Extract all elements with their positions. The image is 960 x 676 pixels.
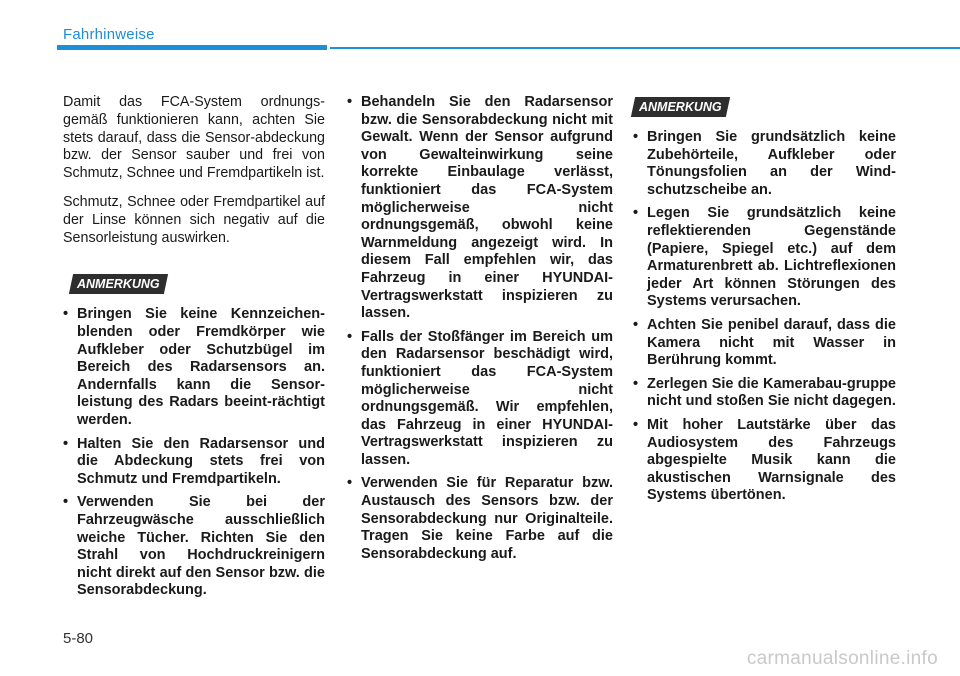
note-badge: ANMERKUNG [69,274,168,294]
list-item: • Mit hoher Lautstärke über das Audiosystem des Fahrzeugs abgespielte Musik kann die akustischen Warnsignale des Systems übertönen. [633,417,896,505]
list-item: • Zerlegen Sie die Kamerabau-gruppe nicht und stoßen Sie nicht dagegen. [633,376,896,411]
watermark: carmanualsonline.info [746,648,938,669]
header-rule-thick [57,45,327,50]
list-item: • Verwenden Sie bei der Fahrzeugwäsche ausschließlich weiche Tücher. Richten Sie den Strahl von Hochdruckreinigern nicht direkt auf den Sensor bzw. die Sensorabdeckung. [63,494,325,600]
list-item: • Falls der Stoßfänger im Bereich um den Radarsensor beschädigt wird, funktioniert das FCA-System möglicherweise nicht ordnungsgemäß. Wir empfehlen, das Fahrzeug in einer HYUNDAI-Vertragswerkstatt inspizieren zu lassen. [347,329,613,470]
list-item: • Halten Sie den Radarsensor und die Abdeckung stets frei von Schmutz und Fremdpartikeln. [63,436,325,489]
list-item: • Achten Sie penibel darauf, dass die Kamera nicht mit Wasser in Berührung kommt. [633,317,896,370]
list-item: • Behandeln Sie den Radarsensor bzw. die Sensorabdeckung nicht mit Gewalt. Wenn der Sensor aufgrund von Gewalteinwirkung seine korrekte Einbaulage verlässt, funktioniert das FCA-System möglicherweise nicht ordnungsgemäß, obwohl keine Warnmeldung angezeigt wird. In diesem Fall empfehlen wir, das Fahrzeug in einer HYUNDAI-Vertragswerkstatt inspizieren zu lassen. [347,94,613,323]
note-list [633,129,896,505]
header-rule-thin [330,47,960,49]
page-number: 5-80 [63,630,94,647]
list-item: • Bringen Sie grundsätzlich keine Zubehörteile, Aufkleber oder Tönungsfolien an der Wind-schutzscheibe an. [633,129,896,199]
note-list [347,94,613,563]
note-badge: ANMERKUNG [631,97,730,117]
column-3 [633,97,896,511]
list-item: • Verwenden Sie für Reparatur bzw. Austausch des Sensors bzw. der Sensorabdeckung nur Originalteile. Tragen Sie keine Farbe auf die Sensorabdeckung auf. [347,475,613,563]
paragraph: Schmutz, Schnee oder Fremdpartikel auf der Linse können sich negativ auf die Sensorleistung auswirken. [63,193,325,246]
column-2 [347,94,613,569]
note-list [63,306,325,600]
list-item: • Bringen Sie keine Kennzeichen-blenden oder Fremdkörper wie Aufkleber oder Schutzbügel im Bereich des Radarsensors an. Andernfalls kann die Sensor-leistung des Radars beeint-rächtigt werden. [63,306,325,429]
column-1 [63,94,325,606]
section-title: Fahrhinweise [63,26,155,43]
paragraph: Damit das FCA-System ordnungs-gemäß funktionieren kann, achten Sie stets darauf, dass die Sensor-abdeckung bzw. der Sensor sauber und frei von Schmutz, Schnee und Fremdpartikeln ist. [63,94,325,182]
list-item: • Legen Sie grundsätzlich keine reflektierenden Gegenstände (Papiere, Spiegel etc.) auf dem Armaturenbrett ab. Lichtreflexionen jeder Art können Störungen des Systems verursachen. [633,205,896,311]
